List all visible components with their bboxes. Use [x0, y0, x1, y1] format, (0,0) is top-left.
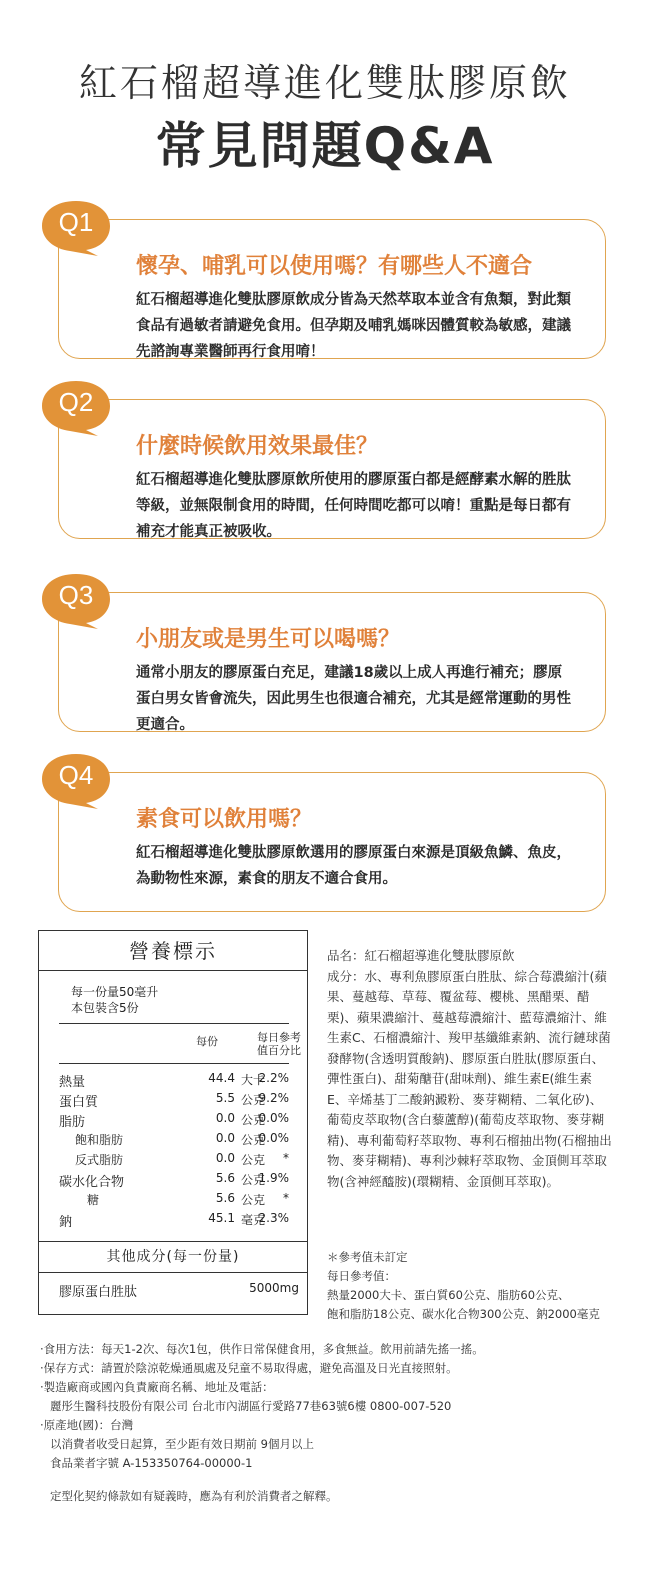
nutrient-label: 飽和脂肪 — [75, 1133, 124, 1147]
faq-tag: Q2 — [58, 387, 94, 417]
faq-question: 素食可以飲用嗎？ — [136, 807, 313, 832]
nutrient-row — [59, 1071, 289, 1091]
nutrient-unit: 公克 — [241, 1093, 266, 1107]
nutrient-label: 熱量 — [59, 1075, 86, 1090]
faq-answer: 紅石榴超導進化雙肽膠原飲成分皆為天然萃取本並含有魚類，對此類食品有過敏者請避免食用。但孕期及哺乳媽咪因體質較為敏感，建議先諮詢專業醫師再行食用唷！ — [136, 292, 571, 360]
nutrient-amount: 0.0 — [215, 1151, 235, 1165]
nutrient-row — [59, 1131, 289, 1151]
maker-text: 麗彤生醫科技股份有限公司 台北市內湖區行愛路77巷63號6樓 0800-007-520 — [50, 1399, 452, 1413]
faq-question: 小朋友或是男生可以喝嗎？ — [136, 627, 401, 652]
origin-text: ‧原產地(國)：台灣 — [40, 1418, 134, 1432]
nutrient-unit: 公克 — [241, 1173, 266, 1187]
nutrient-unit: 公克 — [241, 1153, 266, 1167]
product-info — [327, 946, 612, 1192]
col-daily-line1: 每日參考 — [257, 1031, 301, 1044]
nutrient-row — [59, 1191, 289, 1211]
nutrient-pct: 0.0% — [258, 1131, 289, 1145]
serving-info — [71, 984, 158, 1016]
faq-item-3 — [0, 568, 650, 738]
divider — [59, 1063, 289, 1064]
nutrient-unit: 公克 — [241, 1133, 266, 1147]
spacer — [40, 1473, 620, 1487]
faq-answer: 紅石榴超導進化雙肽膠原飲選用的膠原蛋白來源是頂級魚鱗、魚皮，為動物性來源，素食的朋友不適合食用。 — [136, 845, 571, 887]
nutrient-amount: 5.6 — [215, 1191, 235, 1205]
faq-question: 什麼時候飲用效果最佳？ — [136, 434, 379, 459]
col-per-serving: 每份 — [196, 1035, 218, 1048]
nutrition-table — [38, 930, 308, 1315]
nutrient-amount: 44.4 — [208, 1071, 235, 1085]
nutrient-row — [59, 1171, 289, 1191]
serving-size: 每一份量50毫升 — [71, 985, 159, 999]
license-text: 食品業者字號 A-153350764-00000-1 — [50, 1456, 253, 1470]
faq-item-2 — [0, 375, 650, 545]
divider — [59, 1023, 289, 1024]
faq-item-4 — [0, 748, 650, 918]
faq-item-1 — [0, 195, 650, 365]
faq-answer: 紅石榴超導進化雙肽膠原飲所使用的膠原蛋白都是經酵素水解的胜肽等級，並無限制食用的時間，任何時間吃都可以唷！重點是每日都有補充才能真正被吸收。 — [136, 472, 571, 540]
page-subtitle: 常見問題Q&A — [155, 117, 495, 175]
nutrient-label: 反式脂肪 — [75, 1153, 124, 1167]
nutrient-pct: * — [283, 1151, 289, 1165]
nutrient-pct: 2.2% — [258, 1071, 289, 1085]
nutrient-row — [59, 1211, 289, 1231]
nutrient-amount: 45.1 — [208, 1211, 235, 1225]
note-line: 熱量2000大卡、蛋白質60公克、脂肪60公克、 — [327, 1288, 570, 1302]
nutrient-label: 糖 — [87, 1193, 100, 1207]
faq-question: 懷孕、哺乳可以使用嗎？有哪些人不適合 — [136, 254, 533, 279]
nutrient-label: 蛋白質 — [59, 1095, 99, 1110]
faq-bubble — [40, 199, 114, 257]
usage-text: ‧食用方法：每天1-2次、每次1包，供作日常保健食用，多食無益。飲用前請先搖一搖。 — [40, 1342, 484, 1356]
note-line: ＊參考值未訂定 — [327, 1250, 408, 1264]
expiry-text: 以消費者收受日起算，至少距有效日期前 9個月以上 — [50, 1437, 314, 1451]
page-title: 紅石榴超導進化雙肽膠原飲 — [78, 61, 571, 105]
note-line: 每日參考值： — [327, 1269, 396, 1283]
collagen-value: 5000mg — [249, 1281, 299, 1295]
nutrient-label: 鈉 — [59, 1215, 73, 1230]
faq-bubble — [40, 572, 114, 630]
nutrient-amount: 0.0 — [215, 1111, 235, 1125]
nutrient-row — [59, 1111, 289, 1131]
nutrient-unit: 公克 — [241, 1113, 266, 1127]
nutrient-label: 碳水化合物 — [59, 1175, 125, 1190]
faq-bubble — [40, 752, 114, 810]
nutrition-title: 營養標示 — [39, 931, 307, 971]
other-ingredients-title: 其他成分(每一份量) — [39, 1241, 307, 1273]
nutrient-amount: 5.6 — [215, 1171, 235, 1185]
faq-tag: Q3 — [58, 580, 94, 610]
nutrient-amount: 0.0 — [215, 1131, 235, 1145]
nutrient-amount: 5.5 — [215, 1091, 235, 1105]
nutrient-unit: 公克 — [241, 1193, 266, 1207]
nutrient-unit: 毫克 — [241, 1213, 266, 1227]
footer-info — [40, 1340, 620, 1506]
col-daily-line2: 值百分比 — [257, 1044, 301, 1057]
faq-tag: Q1 — [58, 207, 94, 237]
nutrient-pct: 0.0% — [258, 1111, 289, 1125]
nutrient-pct: * — [283, 1191, 289, 1205]
col-daily-value — [251, 1031, 307, 1057]
nutrient-unit: 大卡 — [241, 1073, 266, 1087]
nutrient-row — [59, 1151, 289, 1171]
faq-bubble — [40, 379, 114, 437]
product-ingredients: 成分：水、專利魚膠原蛋白胜肽、綜合莓濃縮汁(蘋果、蔓越莓、草莓、覆盆莓、櫻桃、黑醋栗、醋栗)、蘋果濃縮汁、蔓越莓濃縮汁、藍莓濃縮汁、維生素C、石榴濃縮汁、羧甲基纖維素鈉、流行鏈球菌發酵物(含透明質酸鈉)、膠原蛋白胜肽(膠原蛋白、彈性蛋白)、甜菊醣苷(甜味劑)、維生素E(維生素E、辛烯基丁二酸鈉澱粉、麥芽糊精、二氧化矽)、葡萄皮萃取物(含白藜蘆醇)(葡萄皮萃取物、麥芽糊精)、專利葡萄籽萃取物、專利石榴抽出物(石榴抽出物、麥芽糊精)、專利沙棘籽萃取物、金頂側耳萃取物(含神經醯胺)(環糊精、金頂側耳萃取)。 — [327, 968, 612, 1189]
nutrient-label: 脂肪 — [59, 1115, 86, 1130]
daily-value-note — [327, 1248, 627, 1324]
servings-per-pack: 本包裝含5份 — [71, 1001, 139, 1015]
storage-text: ‧保存方式：請置於陰涼乾燥通風處及兒童不易取得處，避免高溫及日光直接照射。 — [40, 1361, 458, 1375]
maker-title: ‧製造廠商或國內負責廠商名稱、地址及電話： — [40, 1380, 274, 1394]
nutrient-pct: 9.2% — [258, 1091, 289, 1105]
note-line: 飽和脂肪18公克、碳水化合物300公克、鈉2000毫克 — [327, 1307, 600, 1321]
faq-answer: 通常小朋友的膠原蛋白充足，建議18歲以上成人再進行補充；膠原蛋白男女皆會流失，因此男生也很適合補充，尤其是經常運動的男性更適合。 — [136, 665, 571, 733]
nutrient-pct: 1.9% — [258, 1171, 289, 1185]
collagen-label: 膠原蛋白胜肽 — [59, 1285, 138, 1300]
faq-tag: Q4 — [58, 760, 94, 790]
contract-text: 定型化契約條款如有疑義時，應為有利於消費者之解釋。 — [50, 1489, 338, 1503]
product-name: 品名：紅石榴超導進化雙肽膠原飲 — [327, 948, 515, 963]
nutrient-pct: 2.3% — [258, 1211, 289, 1225]
nutrient-row — [59, 1091, 289, 1111]
